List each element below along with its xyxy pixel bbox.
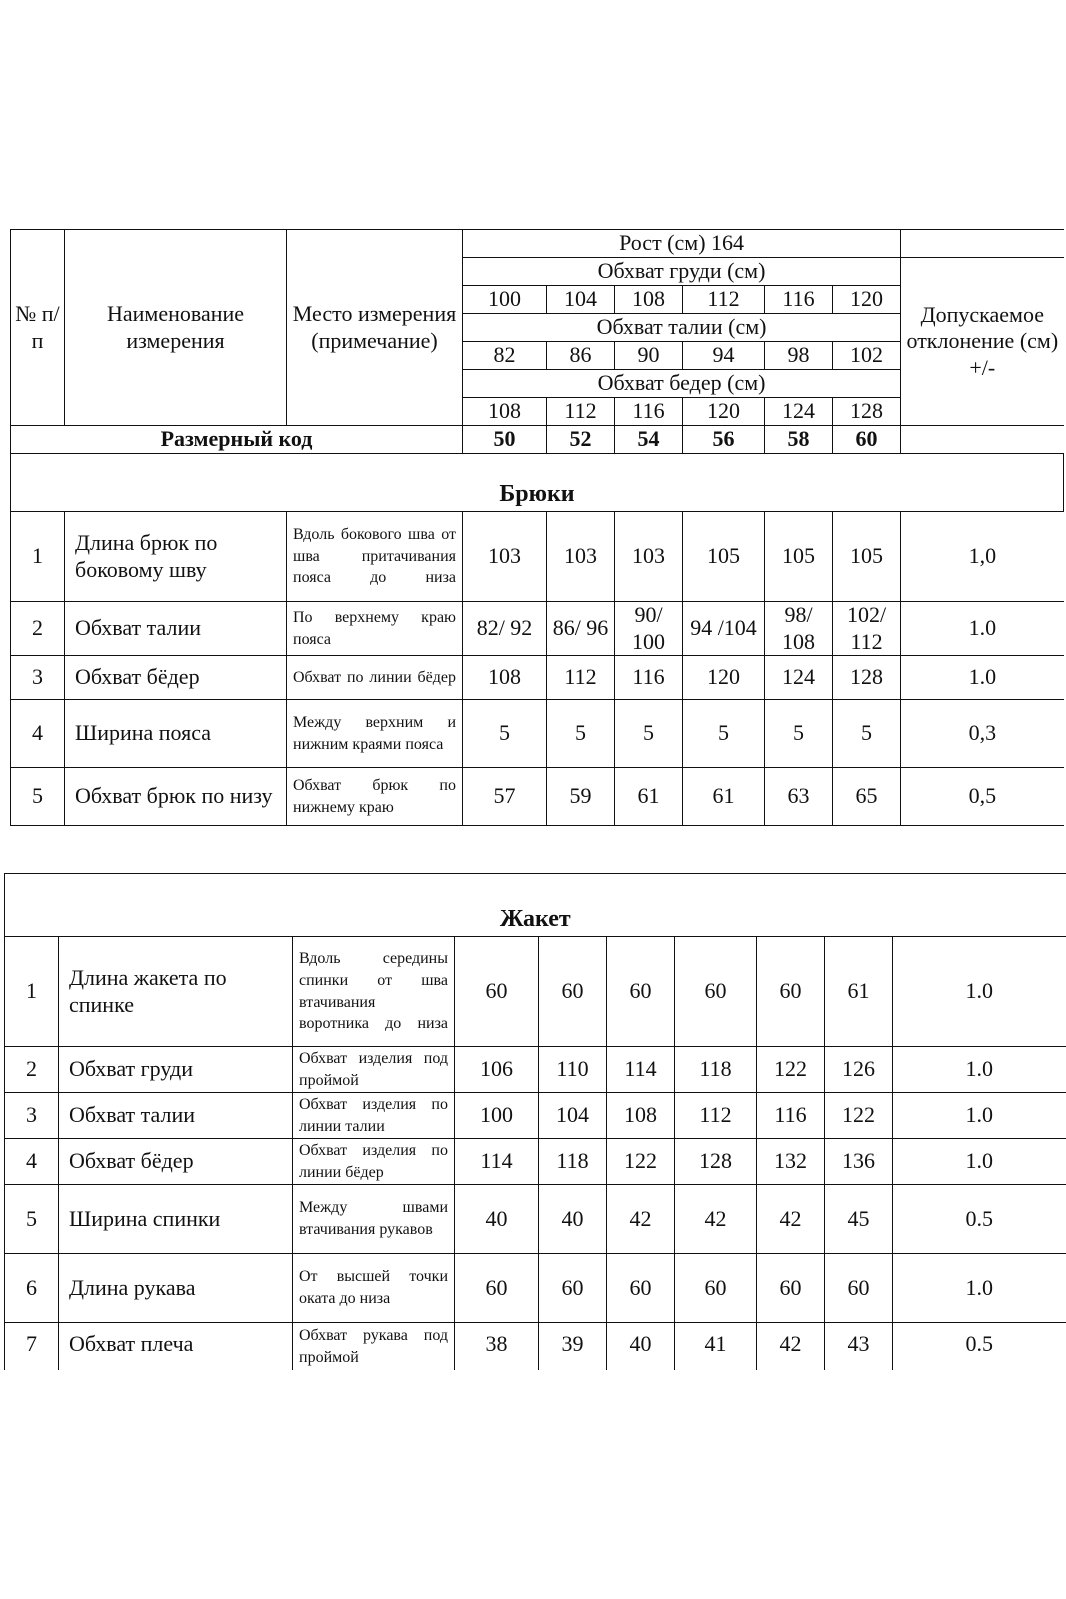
- measurement-value: 114: [455, 1139, 539, 1185]
- trousers-section-row: [11, 454, 1064, 512]
- measurement-value: 94 /104: [683, 602, 765, 656]
- table-row: [5, 1254, 1066, 1323]
- measurement-value: 60: [607, 937, 675, 1047]
- chest-value: 112: [683, 286, 765, 314]
- table-row: [5, 1139, 1066, 1185]
- measurement-name: Обхват талии: [65, 602, 287, 656]
- measurement-value: 60: [455, 1254, 539, 1323]
- table-row: [5, 1047, 1066, 1093]
- tolerance-value: 1.0: [901, 656, 1064, 700]
- measurement-value: 86/ 96: [547, 602, 615, 656]
- measurement-value: 60: [539, 1254, 607, 1323]
- measurement-value: 41: [675, 1323, 757, 1383]
- row-number: 7: [5, 1323, 59, 1383]
- measurement-value: 114: [607, 1047, 675, 1093]
- size-code: 50: [463, 426, 547, 454]
- measurement-value: 40: [607, 1323, 675, 1383]
- table-row: [11, 700, 1064, 768]
- measurement-place: Обхват рукава под проймой: [293, 1323, 455, 1383]
- chest-value: 108: [615, 286, 683, 314]
- hips-value: 112: [547, 398, 615, 426]
- chest-value: 120: [833, 286, 901, 314]
- measurement-place: Обхват брюк по нижнему краю: [287, 768, 463, 826]
- row-number: 1: [11, 512, 65, 602]
- measurement-value: 60: [675, 1254, 757, 1323]
- measurement-value: 61: [683, 768, 765, 826]
- measurement-value: 42: [757, 1323, 825, 1383]
- row-number: 2: [5, 1047, 59, 1093]
- measurement-value: 60: [455, 937, 539, 1047]
- measurement-value: 5: [615, 700, 683, 768]
- measurement-place: Обхват изделия по линии талии: [293, 1093, 455, 1139]
- table-row: [11, 768, 1064, 826]
- measurement-value: 60: [825, 1254, 893, 1323]
- hips-value: 108: [463, 398, 547, 426]
- measurement-name: Ширина пояса: [65, 700, 287, 768]
- measurement-value: 100: [455, 1093, 539, 1139]
- measurement-value: 60: [757, 937, 825, 1047]
- row-number: 5: [5, 1185, 59, 1254]
- table-row: [5, 1093, 1066, 1139]
- measurement-value: 63: [765, 768, 833, 826]
- tolerance-header: Допускаемое отклонение (см) +/-: [901, 258, 1064, 426]
- measurement-value: 42: [757, 1185, 825, 1254]
- measurement-value: 108: [607, 1093, 675, 1139]
- measurement-value: 40: [455, 1185, 539, 1254]
- tolerance-value: 0.5: [893, 1323, 1066, 1383]
- tolerance-value: 0,5: [901, 768, 1064, 826]
- size-code: 56: [683, 426, 765, 454]
- measurement-name: Длина рукава: [59, 1254, 293, 1323]
- measurement-value: 110: [539, 1047, 607, 1093]
- waist-value: 86: [547, 342, 615, 370]
- row-number: 3: [11, 656, 65, 700]
- measurement-value: 40: [539, 1185, 607, 1254]
- table-row: [11, 656, 1064, 700]
- measurement-value: 124: [765, 656, 833, 700]
- trousers-size-table: [10, 229, 1064, 826]
- measurement-value: 120: [683, 656, 765, 700]
- size-code: 60: [833, 426, 901, 454]
- measurement-value: 5: [765, 700, 833, 768]
- measurement-value: 43: [825, 1323, 893, 1383]
- chest-value: 116: [765, 286, 833, 314]
- tolerance-value: 0,3: [901, 700, 1064, 768]
- measurement-value: 57: [463, 768, 547, 826]
- table-row: [5, 937, 1066, 1047]
- measurement-value: 118: [539, 1139, 607, 1185]
- measurement-value: 104: [539, 1093, 607, 1139]
- tolerance-value: 0.5: [893, 1185, 1066, 1254]
- measurement-place: Между швами втачивания рукавов: [293, 1185, 455, 1254]
- chest-value: 100: [463, 286, 547, 314]
- measurement-value: 38: [455, 1323, 539, 1383]
- measurement-value: 60: [539, 937, 607, 1047]
- hips-value: 120: [683, 398, 765, 426]
- tolerance-value: 1.0: [893, 1093, 1066, 1139]
- measurement-value: 108: [463, 656, 547, 700]
- measurement-value: 5: [683, 700, 765, 768]
- tolerance-value: 1.0: [893, 937, 1066, 1047]
- measurement-place: Обхват изделия под проймой: [293, 1047, 455, 1093]
- tolerance-value: 1,0: [901, 512, 1064, 602]
- row-number: 1: [5, 937, 59, 1047]
- measurement-value: 116: [615, 656, 683, 700]
- chest-value: 104: [547, 286, 615, 314]
- hips-value: 116: [615, 398, 683, 426]
- measurement-value: 60: [675, 937, 757, 1047]
- measurement-value: 122: [757, 1047, 825, 1093]
- measurement-value: 105: [833, 512, 901, 602]
- table-row: [11, 512, 1064, 602]
- jacket-size-table: [4, 873, 1066, 1383]
- measurement-value: 103: [547, 512, 615, 602]
- tolerance-value: 1.0: [901, 602, 1064, 656]
- page-crop-mask: [0, 1370, 1066, 1599]
- size-code-blank: [901, 426, 1064, 454]
- measurement-value: 65: [833, 768, 901, 826]
- measurement-value: 122: [825, 1093, 893, 1139]
- measurement-value: 60: [607, 1254, 675, 1323]
- measurement-value: 42: [607, 1185, 675, 1254]
- measurement-value: 105: [683, 512, 765, 602]
- size-code: 58: [765, 426, 833, 454]
- measurement-value: 103: [615, 512, 683, 602]
- trousers-section-title: Брюки: [11, 454, 1064, 512]
- measurement-value: 90/ 100: [615, 602, 683, 656]
- row-number: 4: [5, 1139, 59, 1185]
- measurement-value: 112: [675, 1093, 757, 1139]
- measurement-value: 60: [757, 1254, 825, 1323]
- measurement-name: Обхват брюк по низу: [65, 768, 287, 826]
- tolerance-value: 1.0: [893, 1254, 1066, 1323]
- size-code: 52: [547, 426, 615, 454]
- chest-header: Обхват груди (см): [463, 258, 901, 286]
- measurement-place: Вдоль середины спинки от шва втачивания воротника до низа: [293, 937, 455, 1047]
- row-number: 2: [11, 602, 65, 656]
- size-code-row: [11, 426, 1064, 454]
- measurement-name: Обхват бёдер: [59, 1139, 293, 1185]
- measurement-place: Обхват по линии бёдер: [287, 656, 463, 700]
- num-header: № п/ п: [11, 230, 65, 426]
- measurement-name: Ширина спинки: [59, 1185, 293, 1254]
- measurement-value: 5: [833, 700, 901, 768]
- measurement-value: 118: [675, 1047, 757, 1093]
- header-row-height: [11, 230, 1064, 258]
- measurement-value: 106: [455, 1047, 539, 1093]
- measurement-value: 136: [825, 1139, 893, 1185]
- measurement-value: 126: [825, 1047, 893, 1093]
- waist-value: 90: [615, 342, 683, 370]
- tolerance-header-top: [901, 230, 1064, 258]
- tolerance-value: 1.0: [893, 1139, 1066, 1185]
- measurement-value: 59: [547, 768, 615, 826]
- measurement-name: Обхват бёдер: [65, 656, 287, 700]
- measurement-value: 128: [833, 656, 901, 700]
- tolerance-value: 1.0: [893, 1047, 1066, 1093]
- measurement-place: Между верхним и нижним краями пояса: [287, 700, 463, 768]
- waist-value: 94: [683, 342, 765, 370]
- measurement-place: Обхват изделия по линии бёдер: [293, 1139, 455, 1185]
- measurement-value: 39: [539, 1323, 607, 1383]
- name-header: Наименование измерения: [65, 230, 287, 426]
- measurement-place: От высшей точки оката до низа: [293, 1254, 455, 1323]
- measurement-value: 132: [757, 1139, 825, 1185]
- jacket-section-row: [5, 874, 1066, 937]
- measurement-place: Вдоль бокового шва от шва притачивания пояса до низа: [287, 512, 463, 602]
- measurement-value: 112: [547, 656, 615, 700]
- measurement-value: 82/ 92: [463, 602, 547, 656]
- measurement-value: 61: [615, 768, 683, 826]
- size-code: 54: [615, 426, 683, 454]
- measurement-value: 45: [825, 1185, 893, 1254]
- measurement-value: 116: [757, 1093, 825, 1139]
- measurement-value: 5: [463, 700, 547, 768]
- measurement-value: 122: [607, 1139, 675, 1185]
- height-header: Рост (см) 164: [463, 230, 901, 258]
- waist-header: Обхват талии (см): [463, 314, 901, 342]
- size-code-label: Размерный код: [11, 426, 463, 454]
- jacket-section-title: Жакет: [5, 874, 1066, 937]
- measurement-value: 5: [547, 700, 615, 768]
- measurement-place: По верхнему краю пояса: [287, 602, 463, 656]
- measurement-value: 128: [675, 1139, 757, 1185]
- row-number: 3: [5, 1093, 59, 1139]
- hips-header: Обхват бедер (см): [463, 370, 901, 398]
- measurement-name: Обхват груди: [59, 1047, 293, 1093]
- row-number: 5: [11, 768, 65, 826]
- table-row: [11, 602, 1064, 656]
- measurement-name: Обхват плеча: [59, 1323, 293, 1383]
- measurement-value: 103: [463, 512, 547, 602]
- waist-value: 98: [765, 342, 833, 370]
- row-number: 6: [5, 1254, 59, 1323]
- measurement-value: 98/ 108: [765, 602, 833, 656]
- hips-value: 124: [765, 398, 833, 426]
- measurement-name: Длина жакета по спинке: [59, 937, 293, 1047]
- measurement-name: Обхват талии: [59, 1093, 293, 1139]
- measurement-value: 42: [675, 1185, 757, 1254]
- waist-value: 102: [833, 342, 901, 370]
- row-number: 4: [11, 700, 65, 768]
- measurement-value: 102/ 112: [833, 602, 901, 656]
- measurement-value: 61: [825, 937, 893, 1047]
- waist-value: 82: [463, 342, 547, 370]
- hips-value: 128: [833, 398, 901, 426]
- table-row: [5, 1185, 1066, 1254]
- place-header: Место измерения (примечание): [287, 230, 463, 426]
- measurement-name: Длина брюк по боковому шву: [65, 512, 287, 602]
- measurement-value: 105: [765, 512, 833, 602]
